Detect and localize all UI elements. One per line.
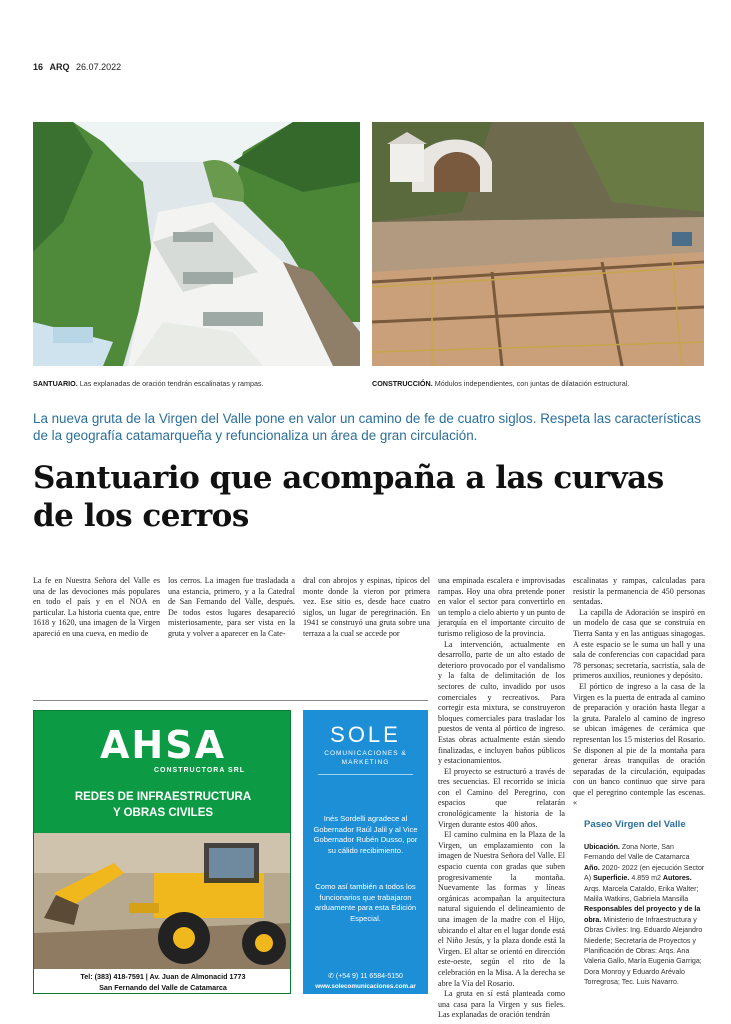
ahsa-logo: AHSA <box>100 723 226 767</box>
sole-logo-subtitle <box>303 749 428 767</box>
sole-phone <box>303 972 428 980</box>
factbox-value: Zona Norte, San Fernando del Valle de Catamarca <box>584 843 690 862</box>
sole-divider <box>318 774 413 775</box>
paragraph: los cerros. La imagen fue trasladada a una estancia, primero, y a la Catedral de San Fernando del Valle, después. De todos estos lugares desapareció misteriosamente, para ser vista en la gruta y volver a aparecer en la Cate- <box>168 576 295 638</box>
paragraph: La gruta en sí está planteada como una casa para la Virgen y sus fieles. Las explanadas de oración tendrán <box>438 989 565 1020</box>
paragraph: dral con abrojos y espinas, típicos del monte donde la vieron por primera vez. Ese sitio es, desde hace cuatro siglos, un lugar de peregrinación. En 1941 se construyó una gruta sobre una terraza a la cual se accede por <box>303 576 430 638</box>
slogan-line: Y OBRAS CIVILES <box>112 807 214 819</box>
paragraph: El pórtico de ingreso a la casa de la Virgen es la puerta de entrada al camino de preparación y oración hasta llegar a la gruta. Paralelo al camino de ingreso se ubican imágenes de cerámica que representan los 15 misterios del Rosario. Se disponen al pie de la montaña para generar áreas tranquilas de oración separadas de la circulación, equipadas con un banco continuo que sirve para que el peregrino contemple las escenas. « <box>573 681 705 808</box>
construction-site-photo <box>372 122 704 366</box>
sole-logo: SOLE <box>330 722 401 747</box>
article-column-1 <box>33 576 160 640</box>
ahsa-slogan <box>34 789 291 821</box>
article-headline: Santuario que acompaña a las curvas de los cerros <box>33 460 664 534</box>
factbox-label: Superficie. <box>593 874 630 883</box>
slogan-line: REDES DE INFRAESTRUCTURA <box>74 791 252 803</box>
caption-text: Módulos independientes, con juntas de dilatación estructural. <box>434 379 630 388</box>
factbox-value: 4.859 m2 <box>631 874 661 883</box>
factbox-title: Paseo Virgen del Valle <box>584 819 686 830</box>
sanctuary-rendering-photo <box>33 122 360 366</box>
ahsa-advertisement[interactable] <box>33 710 291 994</box>
caption-label: CONSTRUCCIÓN. <box>372 379 433 388</box>
sole-thanks-message-2: Como así también a todos los funcionarios que trabajaron arduamente para esta Edición Especial. <box>314 882 417 923</box>
sole-website[interactable]: www.solecomunicaciones.com.ar <box>315 983 416 990</box>
ahsa-logo-subtitle: CONSTRUCTORA SRL <box>154 767 246 774</box>
article-column-2 <box>168 576 295 640</box>
page-folio <box>33 62 121 72</box>
article-column-5 <box>573 576 705 809</box>
section-name: ARQ <box>49 62 70 72</box>
ahsa-contact <box>34 969 291 994</box>
paragraph: La capilla de Adoración se inspiró en un modelo de casa que se construía en Tierra Santa y en las antiguas sinagogas. A este espacio se le suma un hall y una sala de conferencias con capacidad para 78 personas; secretaría, sacristía, sala de primeros auxilios, reuniones y depósito. <box>573 607 705 681</box>
sole-subtitle-line: COMUNICACIONES & <box>324 750 407 757</box>
excavator-photo <box>34 833 291 969</box>
ahsa-phone-address: Tel: (383) 418-7591 | Av. Juan de Almonacid 1773 <box>80 972 246 981</box>
factbox-label: Autores. <box>662 874 692 883</box>
sole-phone-number: (+54 9) 11 6584-5150 <box>335 973 403 980</box>
caption-label: SANTUARIO. <box>33 379 78 388</box>
ahsa-city: San Fernando del Valle de Catamarca <box>99 983 227 992</box>
article-lede: La nueva gruta de la Virgen del Valle pone en valor un camino de fe de cuatro siglos. Respeta las características de la geografía catamarqueña y refuncionaliza un área de gran circulación. <box>33 411 701 443</box>
issue-date: 26.07.2022 <box>76 62 122 72</box>
factbox-value: 2020- 2022 (en ejecución Sector A) <box>584 863 705 883</box>
ad-divider <box>33 700 428 701</box>
paragraph: una empinada escalera e improvisadas rampas. Hoy una obra pretende poner en valor el sector para convertirlo en un templo a cielo abierto y un punto de jerarquía en el importante circuito de turismo religioso de la provincia. <box>438 576 565 638</box>
page-number: 16 <box>33 62 44 72</box>
sole-subtitle-line: MARKETING <box>341 759 390 766</box>
sole-advertisement[interactable] <box>303 710 428 994</box>
caption-text: Las explanadas de oración tendrán escalinatas y rampas. <box>79 379 264 388</box>
factbox-value: Ministerio de Infraestructura y Obras Civiles: Ing. Eduardo Alejandro Niederle; Secretaría de Proyectos y Planificación de Obras: Arqs. Ana Valeria Gallo, María Eugenia Garriga; Dora Monroy y Eduardo Arévalo Torregrosa; Tec. Luis Navarro. <box>584 915 703 987</box>
article-column-4 <box>438 576 565 1021</box>
paragraph: La intervención, actualmente en desarrollo, parte de un alto estado de deterioro provocado por el vandalismo y la falta de delimitación de los sectores de culto, invadido por usos comerciales y recreativos. Para corregir esta mixtura, se construyeron bloques comerciales para trasladar los puestos de venta al pórtico de ingreso. Estas obras actualmente están siendo finalizadas, e incluyen baños públicos y estacionamientos. <box>438 639 565 766</box>
factbox-label: Año. <box>584 863 600 872</box>
paragraph: escalinatas y rampas, calculadas para resistir la permanencia de 450 personas sentadas. <box>573 576 705 607</box>
photo-caption-left <box>33 379 264 388</box>
factbox-label: Responsables del proyecto y de la obra. <box>584 905 701 924</box>
phone-icon: ✆ <box>328 973 336 980</box>
factbox-body <box>584 842 705 988</box>
paragraph: El proyecto se estructuró a través de tres secuencias. El recorrido se inicia con el Camino del Peregrino, con espacios que relatarán cronológicamente la historia de la Virgen durante estos 400 años. <box>438 766 565 829</box>
paragraph: El camino culmina en la Plaza de la Virgen, un emplazamiento con la imagen de Nuestra Señora del Valle. El espacio cuenta con gradas que suben progresivamente la montaña. Nuevamente las formas y líneas orgánicas acompañan la arquitectura natural siguiendo el delineamiento de una imagen de la madre con el Hijo, ubicando el altar en el lugar donde está el Niño Jesús, y la plaza donde está la Virgen. El altar se orientó en dirección este-oeste, según el rito de la celebración en la Misa. A la derecha se abre la Vía del Rosario. <box>438 830 565 988</box>
factbox-value: Arqs. Marcela Cataldo, Erika Walter; Malila Watkins, Gabriela Mansilla <box>584 884 699 904</box>
sole-thanks-message: Inés Sordelli agradece al Gobernador Raúl Jalil y al Vice Gobernador Rubén Dusso, por su cálido recibimiento. <box>313 814 418 855</box>
factbox-label: Ubicación. <box>584 843 620 851</box>
article-column-3 <box>303 576 430 640</box>
paragraph: La fe en Nuestra Señora del Valle es una de las devociones más populares en todo el país y en el NOA en particular. La historia cuenta que, entre 1618 y 1620, una imagen de la Virgen apareció en una cueva, en medio de <box>33 576 160 638</box>
photo-caption-right <box>372 379 629 388</box>
